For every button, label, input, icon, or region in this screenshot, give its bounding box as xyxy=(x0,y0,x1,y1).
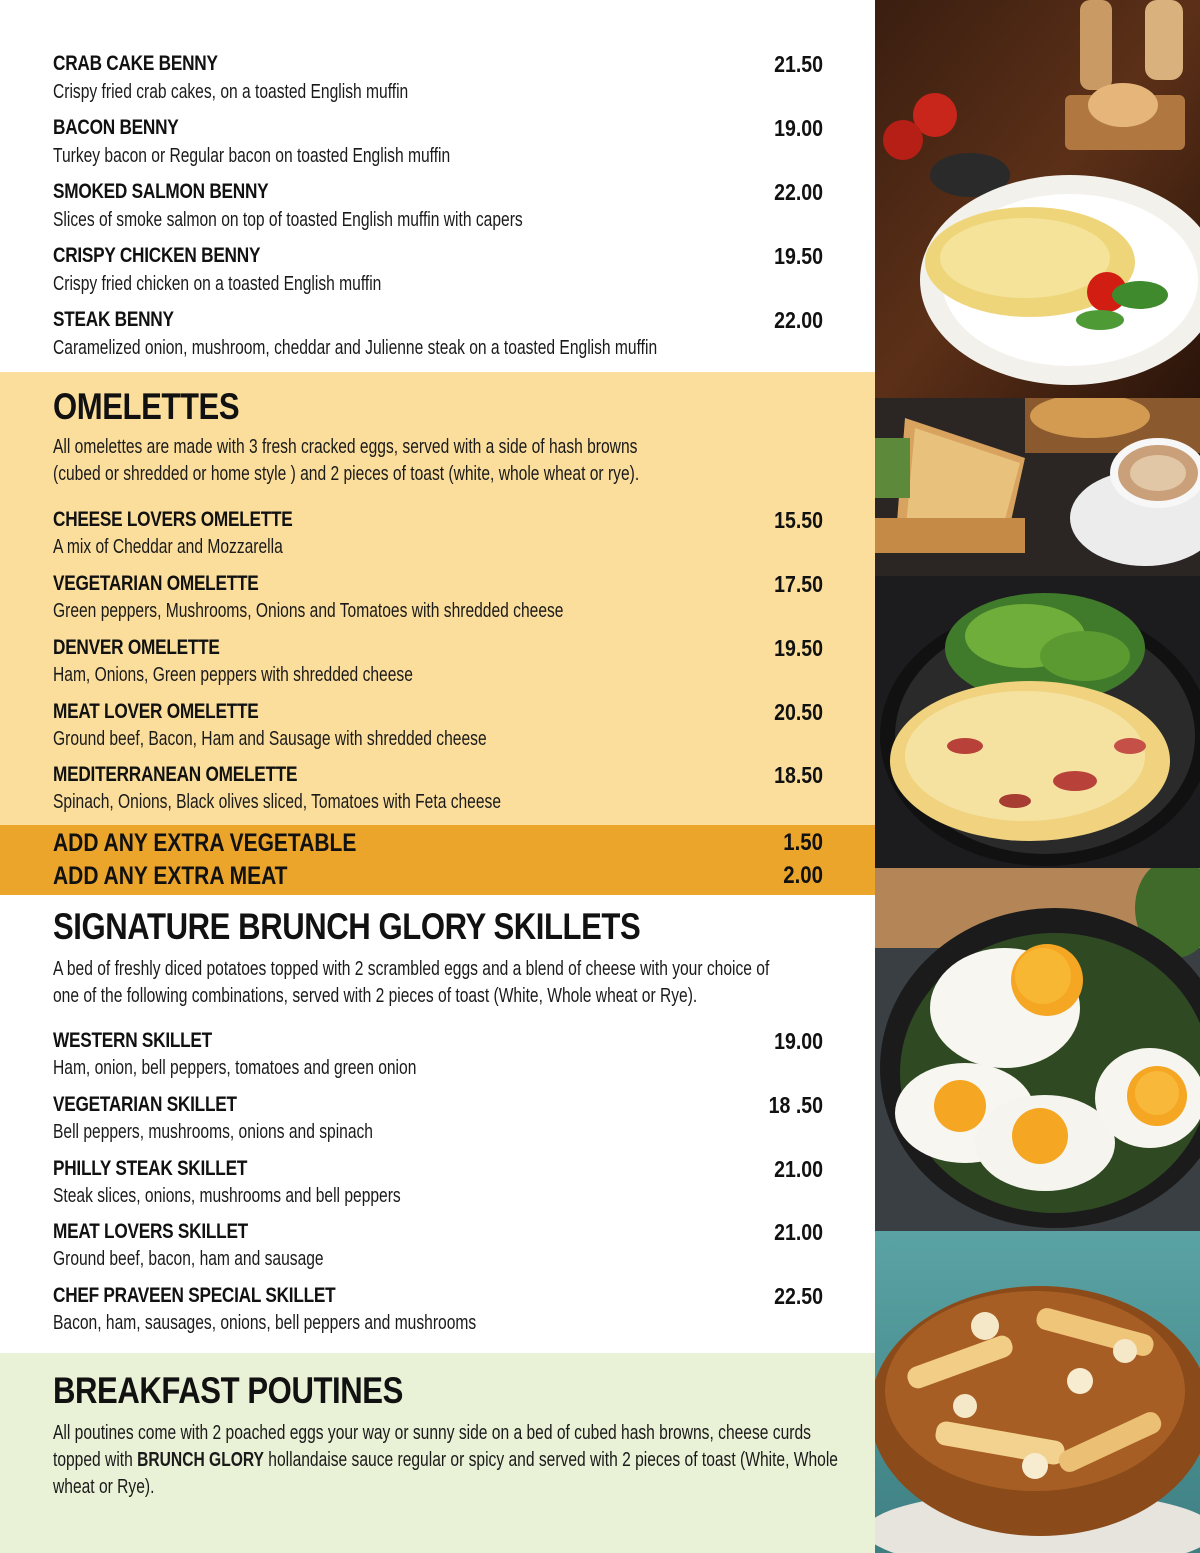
intro-line: (cubed or shredded or home style ) and 2 pieces of toast (white, whole wheat or rye). xyxy=(53,463,640,485)
menu-item-name: DENVER OMELETTE xyxy=(53,636,220,659)
intro-line: All poutines come with 2 poached eggs your way or sunny side on a bed of cubed hash browns, cheese curds xyxy=(53,1422,811,1444)
menu-item-price: 21.50 xyxy=(774,51,823,77)
omelette-salad-photo xyxy=(875,576,1200,868)
egg-skillet-photo xyxy=(875,868,1200,1231)
omelettes-intro xyxy=(53,434,639,488)
menu-item-name: BACON BENNY xyxy=(53,116,179,139)
omelette-plate-photo xyxy=(875,0,1200,398)
menu-item-price: 22.00 xyxy=(774,179,823,205)
menu-item-price: 21.00 xyxy=(774,1219,823,1245)
intro-line: wheat or Rye). xyxy=(53,1476,155,1498)
menu-item-description: Caramelized onion, mushroom, cheddar and Julienne steak on a toasted English muffin xyxy=(53,337,658,359)
menu-item-description: Green peppers, Mushrooms, Onions and Tomatoes with shredded cheese xyxy=(53,600,564,622)
menu-item-name: CHEF PRAVEEN SPECIAL SKILLET xyxy=(53,1284,336,1307)
photo-column xyxy=(875,0,1200,1553)
extra-item-price: 2.00 xyxy=(783,862,823,889)
menu-item-price: 19.50 xyxy=(774,635,823,661)
menu-item-name: CRAB CAKE BENNY xyxy=(53,52,218,75)
menu-item-name: WESTERN SKILLET xyxy=(53,1029,212,1052)
poutines-intro xyxy=(53,1420,838,1501)
section-title-omelettes: OMELETTES xyxy=(53,386,240,427)
menu-item-description: Ground beef, Bacon, Ham and Sausage with shredded cheese xyxy=(53,728,487,750)
menu-item-description: Steak slices, onions, mushrooms and bell peppers xyxy=(53,1185,401,1207)
menu-item-description: Turkey bacon or Regular bacon on toasted English muffin xyxy=(53,145,451,167)
menu-item-description: Slices of smoke salmon on top of toasted English muffin with capers xyxy=(53,209,523,231)
section-title-poutines: BREAKFAST POUTINES xyxy=(53,1370,403,1411)
menu-item-price: 15.50 xyxy=(774,507,823,533)
menu-item-name: CRISPY CHICKEN BENNY xyxy=(53,244,261,267)
menu-item-price: 20.50 xyxy=(774,699,823,725)
extra-item-name: ADD ANY EXTRA MEAT xyxy=(53,862,288,890)
menu-item-description: Bacon, ham, sausages, onions, bell peppers and mushrooms xyxy=(53,1312,477,1334)
intro-line: one of the following combinations, served with 2 pieces of toast (White, Whole wheat or Rye). xyxy=(53,985,698,1007)
intro-line: A bed of freshly diced potatoes topped with 2 scrambled eggs and a blend of cheese with your choice of xyxy=(53,958,770,980)
menu-item-price: 17.50 xyxy=(774,571,823,597)
intro-line: All omelettes are made with 3 fresh cracked eggs, served with a side of hash browns xyxy=(53,436,638,458)
menu-item-price: 19.00 xyxy=(774,115,823,141)
menu-item-price: 18.50 xyxy=(774,762,823,788)
menu-item-price: 18 .50 xyxy=(768,1092,823,1118)
menu-item-name: VEGETARIAN SKILLET xyxy=(53,1093,237,1116)
menu-item-name: VEGETARIAN OMELETTE xyxy=(53,572,259,595)
menu-item-name: CHEESE LOVERS OMELETTE xyxy=(53,508,293,531)
menu-item-price: 19.50 xyxy=(774,243,823,269)
intro-line xyxy=(53,1447,838,1474)
extra-item-name: ADD ANY EXTRA VEGETABLE xyxy=(53,829,357,857)
menu-item-name: PHILLY STEAK SKILLET xyxy=(53,1157,248,1180)
extra-item-price: 1.50 xyxy=(783,829,823,856)
menu-item-description: Spinach, Onions, Black olives sliced, Tomatoes with Feta cheese xyxy=(53,791,502,813)
menu-item-description: Bell peppers, mushrooms, onions and spinach xyxy=(53,1121,373,1143)
poutine-photo xyxy=(875,1231,1200,1553)
menu-item-name: STEAK BENNY xyxy=(53,308,174,331)
menu-item-name: SMOKED SALMON BENNY xyxy=(53,180,269,203)
skillets-intro xyxy=(53,956,769,1010)
menu-item-price: 22.50 xyxy=(774,1283,823,1309)
brand-name: BRUNCH GLORY xyxy=(137,1449,264,1471)
menu-item-description: Ham, onion, bell peppers, tomatoes and green onion xyxy=(53,1057,417,1079)
menu-item-description: A mix of Cheddar and Mozzarella xyxy=(53,536,283,558)
menu-item-name: MEDITERRANEAN OMELETTE xyxy=(53,763,298,786)
intro-text: topped with xyxy=(53,1449,138,1471)
menu-item-description: Ground beef, bacon, ham and sausage xyxy=(53,1248,324,1270)
intro-text: hollandaise sauce regular or spicy and served with 2 pieces of toast (White, Whole xyxy=(263,1449,838,1471)
menu-item-price: 19.00 xyxy=(774,1028,823,1054)
menu-item-description: Crispy fried chicken on a toasted English muffin xyxy=(53,273,382,295)
menu-item-description: Ham, Onions, Green peppers with shredded cheese xyxy=(53,664,413,686)
menu-item-name: MEAT LOVER OMELETTE xyxy=(53,700,259,723)
menu-item-name: MEAT LOVERS SKILLET xyxy=(53,1220,248,1243)
menu-item-description: Crispy fried crab cakes, on a toasted English muffin xyxy=(53,81,409,103)
menu-item-price: 22.00 xyxy=(774,307,823,333)
section-title-skillets: SIGNATURE BRUNCH GLORY SKILLETS xyxy=(53,906,641,947)
menu-item-price: 21.00 xyxy=(774,1156,823,1182)
sandwich-coffee-photo xyxy=(875,398,1200,576)
